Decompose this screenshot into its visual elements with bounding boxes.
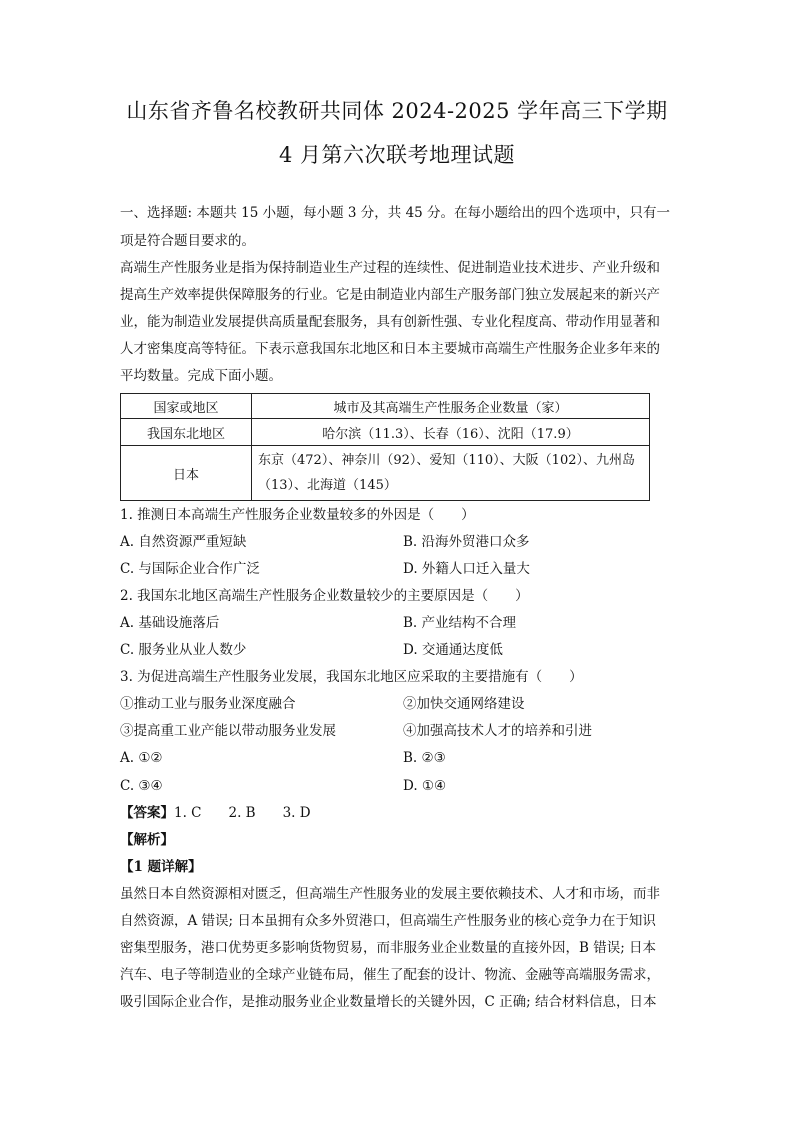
table-header-cell: 城市及其高端生产性服务企业数量（家） — [252, 394, 650, 419]
analysis-line: 汽车、电子等制造业的全球产业链布局，催生了配套的设计、物流、金融等高端服务需求， — [120, 967, 660, 983]
table-cell-cities: 哈尔滨（11.3）、长春（16）、沈阳（17.9） — [252, 419, 650, 446]
table-row — [121, 446, 650, 501]
question-stem: 2. 我国东北地区高端生产性服务企业数量较少的主要原因是（ ） — [120, 588, 529, 604]
analysis-line: 吸引国际企业合作，是推动服务业企业数量增长的关键外因，C 正确; 结合材料信息，日本 — [120, 994, 657, 1010]
passage-line: 人才密集度高等特征。下表示意我国东北地区和日本主要城市高端生产性服务企业多年来的 — [120, 341, 660, 357]
option-d: D. 交通通达度低 — [403, 642, 503, 658]
statement-4: ④加强高技术人才的培养和引进 — [403, 723, 592, 739]
instructions-line1: 一、选择题: 本题共 15 小题，每小题 3 分，共 45 分。在每小题给出的四个选项中，只有一 — [120, 205, 671, 221]
instructions-line2: 项是符合题目要求的。 — [120, 233, 255, 249]
analysis-label: 【解析】 — [120, 832, 174, 848]
option-a: A. 自然资源严重短缺 — [120, 534, 247, 550]
exam-title-line2: 4 月第六次联考地理试题 — [278, 143, 516, 167]
analysis-subhead: 【1 题详解】 — [120, 859, 202, 875]
enterprise-count-table — [120, 393, 650, 501]
passage-line: 高端生产性服务业是指为保持制造业生产过程的连续性、促进制造业技术进步、产业升级和 — [120, 260, 660, 276]
passage-line: 提高生产效率提供保障服务的行业。它是由制造业内部生产服务部门独立发展起来的新兴产 — [120, 287, 660, 303]
option-c: C. 服务业从业人数少 — [120, 642, 247, 658]
table-row — [121, 419, 650, 446]
exam-title-line1: 山东省齐鲁名校教研共同体 2024-2025 学年高三下学期 — [126, 99, 668, 123]
passage-line: 业，能为制造业发展提供高质量配套服务，具有创新性强、专业化程度高、带动作用显著和 — [120, 314, 660, 330]
option-a: A. 基础设施落后 — [120, 615, 220, 631]
analysis-line: 自然资源，A 错误; 日本虽拥有众多外贸港口，但高端生产性服务业的核心竞争力在于知识 — [120, 913, 656, 929]
option-c: C. 与国际企业合作广泛 — [120, 561, 260, 577]
table-cell-cities-line: （13）、北海道（145） — [258, 478, 397, 493]
option-d: D. 外籍人口迁入量大 — [403, 561, 530, 577]
answer-line — [120, 803, 680, 823]
option-b: B. 沿海外贸港口众多 — [403, 534, 530, 550]
table-cell-cities-line: 东京（472）、神奈川（92）、爱知（110）、大阪（102）、九州岛 — [258, 453, 635, 468]
table-cell-cities — [252, 446, 650, 501]
question-stem: 1. 推测日本高端生产性服务企业数量较多的外因是（ ） — [120, 507, 475, 523]
answer-label: 【答案】 — [120, 805, 174, 821]
table-header-row — [121, 394, 650, 419]
question-stem: 3. 为促进高端生产性服务业发展，我国东北地区应采取的主要措施有（ ） — [120, 669, 583, 685]
statement-2: ②加快交通网络建设 — [403, 696, 525, 712]
table-header-cell: 国家或地区 — [121, 394, 252, 419]
table-cell-region: 我国东北地区 — [121, 419, 252, 446]
statement-1: ①推动工业与服务业深度融合 — [120, 696, 296, 712]
option-b: B. 产业结构不合理 — [403, 615, 517, 631]
passage-line: 平均数量。完成下面小题。 — [120, 368, 282, 384]
option-a: A. ①② — [120, 750, 163, 766]
analysis-line: 密集型服务，港口优势更多影响货物贸易，而非服务业企业数量的直接外因，B 错误; 日本 — [120, 940, 657, 956]
answer-text: 1. C 2. B 3. D — [174, 805, 311, 821]
analysis-line: 虽然日本自然资源相对匮乏，但高端生产性服务业的发展主要依赖技术、人才和市场，而非 — [120, 886, 660, 902]
option-d: D. ①④ — [403, 778, 447, 794]
option-b: B. ②③ — [403, 750, 446, 766]
statement-3: ③提高重工业产能以带动服务业发展 — [120, 723, 336, 739]
option-c: C. ③④ — [120, 778, 163, 794]
table-cell-region: 日本 — [121, 446, 252, 501]
